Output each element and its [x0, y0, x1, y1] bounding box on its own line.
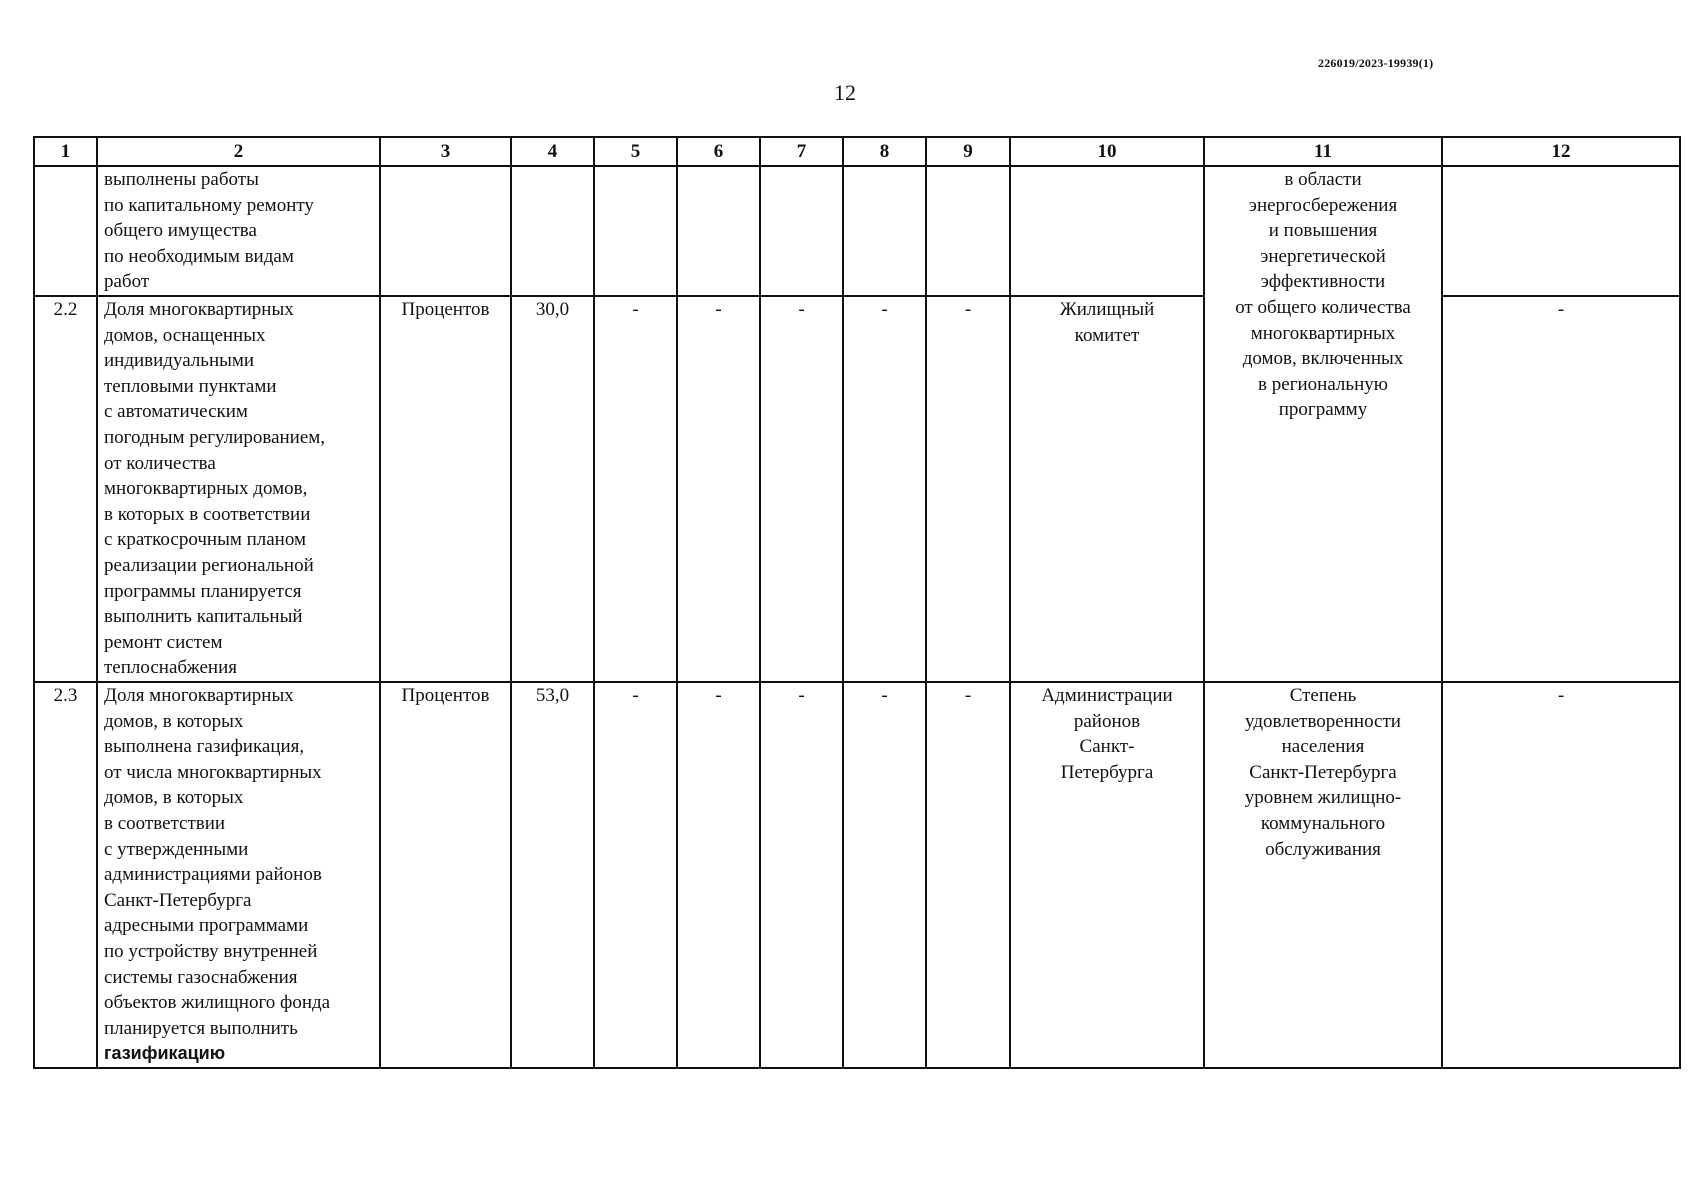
column-header-1: 1 — [34, 137, 97, 166]
cell-unit: Процентов — [380, 296, 511, 682]
table-row-2-3 — [34, 682, 1680, 1068]
cell-linked-indicator — [1204, 682, 1442, 1068]
column-header-10: 10 — [1010, 137, 1204, 166]
cell-responsible — [1010, 296, 1204, 682]
indicator-name-text: Доля многоквартирных домов, оснащенных индивидуальными тепловыми пунктами с автоматическим погодным регулированием, от количества многоквартирных домов, в которых в соответствии с краткосрочным планом реализации региональной программы планируется выполнить капитальный ремонт систем теплоснабжения — [104, 299, 326, 679]
cell-col9 — [926, 166, 1010, 296]
table-row-continuation — [34, 166, 1680, 296]
cell-col12 — [1442, 166, 1680, 296]
cell-col12: - — [1442, 296, 1680, 682]
cell-unit: Процентов — [380, 682, 511, 1068]
cell-col7: - — [760, 682, 843, 1068]
column-header-4: 4 — [511, 137, 594, 166]
cell-col6: - — [677, 682, 760, 1068]
document-registration-number: 226019/2023-19939(1) — [1318, 56, 1434, 70]
indicator-name-text: Доля многоквартирных домов, в которых выполнена газификация, от числа многоквартирных домов, в которых в соответствии с утвержденными администрациями районов Санкт-Петербурга адресными программами по устройству внутренней системы газоснабжения объектов жилищного фонда планируется выполнить — [104, 685, 331, 1039]
cell-value: 53,0 — [511, 682, 594, 1068]
cell-unit — [380, 166, 511, 296]
page-number: 12 — [834, 80, 856, 105]
cell-col6 — [677, 166, 760, 296]
cell-col5 — [594, 166, 677, 296]
column-header-5: 5 — [594, 137, 677, 166]
column-header-2: 2 — [97, 137, 380, 166]
cell-col8 — [843, 166, 926, 296]
cell-col8: - — [843, 682, 926, 1068]
cell-col9: - — [926, 682, 1010, 1068]
column-header-8: 8 — [843, 137, 926, 166]
cell-col8: - — [843, 296, 926, 682]
responsible-text: Администрации районов Санкт- Петербурга — [1041, 685, 1173, 783]
cell-number — [34, 166, 97, 296]
cell-indicator-name — [97, 166, 380, 296]
column-header-12: 12 — [1442, 137, 1680, 166]
cell-number: 2.3 — [34, 682, 97, 1068]
cell-col7 — [760, 166, 843, 296]
cell-indicator-name — [97, 296, 380, 682]
cell-col9: - — [926, 296, 1010, 682]
cell-linked-indicator-merged — [1204, 166, 1442, 682]
cell-number: 2.2 — [34, 296, 97, 682]
indicator-name-tail: газификацию — [104, 1043, 226, 1064]
cell-responsible — [1010, 166, 1204, 296]
cell-responsible — [1010, 682, 1204, 1068]
linked-indicator-text: в области энергосбережения и повышения энергетической эффективности от общего количества многоквартирных домов, включенных в региональную программу — [1235, 169, 1411, 421]
indicator-name-text: выполнены работы по капитальному ремонту общего имущества по необходимым видам работ — [104, 169, 314, 293]
column-header-6: 6 — [677, 137, 760, 166]
linked-indicator-text: Степень удовлетворенности населения Санкт-Петербурга уровнем жилищно- коммунального обслуживания — [1244, 685, 1402, 860]
cell-indicator-name — [97, 682, 380, 1068]
cell-col5: - — [594, 296, 677, 682]
column-number-row — [34, 137, 1680, 166]
cell-value — [511, 166, 594, 296]
column-header-7: 7 — [760, 137, 843, 166]
cell-value: 30,0 — [511, 296, 594, 682]
cell-col7: - — [760, 296, 843, 682]
cell-col6: - — [677, 296, 760, 682]
column-header-9: 9 — [926, 137, 1010, 166]
responsible-text: Жилищный комитет — [1059, 299, 1155, 346]
indicators-table — [33, 136, 1681, 1069]
cell-col12: - — [1442, 682, 1680, 1068]
column-header-3: 3 — [380, 137, 511, 166]
cell-col5: - — [594, 682, 677, 1068]
column-header-11: 11 — [1204, 137, 1442, 166]
